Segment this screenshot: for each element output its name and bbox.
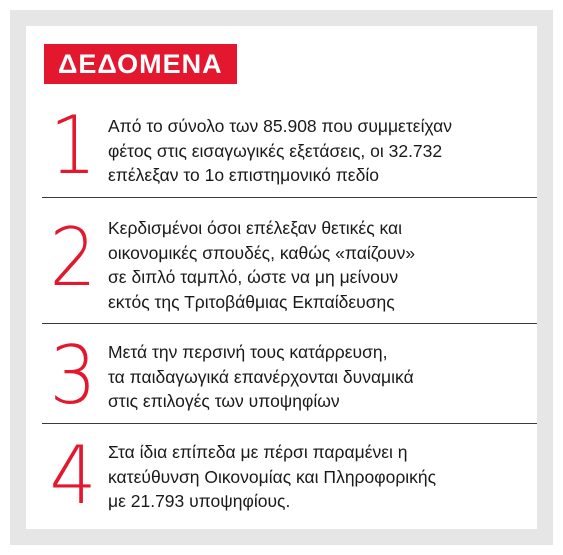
- fact-text-line: σε διπλό ταμπλό, ώστε να μη μείνουν: [108, 267, 399, 287]
- infobox-panel: [26, 26, 537, 529]
- fact-item-1: [42, 88, 537, 198]
- fact-text-line: Κερδισμένοι όσοι επέλεξαν θετικές και: [108, 218, 403, 238]
- fact-number: 3: [49, 329, 97, 422]
- fact-item-3: [42, 324, 537, 424]
- fact-text: [108, 440, 537, 514]
- fact-item-4: [42, 424, 537, 524]
- infobox-frame: [10, 10, 553, 545]
- fact-text-line: Μετά την περσινή τους κατάρρευση,: [108, 342, 388, 362]
- fact-number: 1: [49, 99, 97, 192]
- fact-text: [108, 114, 537, 188]
- fact-text-line: φέτος στις εισαγωγικές εξετάσεις, οι 32.732: [108, 140, 443, 161]
- header-badge: ΔΕΔΟΜΕΝΑ: [44, 44, 237, 84]
- fact-text-line: κατεύθυνση Οικονομίας και Πληροφορικής: [108, 466, 437, 487]
- fact-text-line: Από το σύνολο των 85.908 που συμμετείχαν: [108, 116, 453, 136]
- fact-text-line: οικονομικές σπουδές, καθώς «παίζουν»: [108, 242, 416, 263]
- fact-item-2: [42, 198, 537, 324]
- fact-text: [108, 340, 537, 414]
- fact-number: 2: [49, 211, 97, 304]
- fact-text-line: εκτός της Τριτοβάθμιας Εκπαίδευσης: [108, 291, 395, 312]
- fact-text-line: στις επιλογές των υποψηφίων: [108, 391, 340, 411]
- fact-text-line: τα παιδαγωγικά επανέρχονται δυναμικά: [108, 366, 414, 387]
- fact-text: [108, 216, 537, 314]
- fact-text-line: επέλεξαν το 1ο επιστημονικό πεδίο: [108, 165, 379, 185]
- facts-list: [42, 88, 537, 524]
- fact-number: 4: [49, 429, 97, 522]
- fact-text-line: με 21.793 υποψηφίους.: [108, 491, 291, 511]
- fact-text-line: Στα ίδια επίπεδα με πέρσι παραμένει η: [108, 442, 408, 462]
